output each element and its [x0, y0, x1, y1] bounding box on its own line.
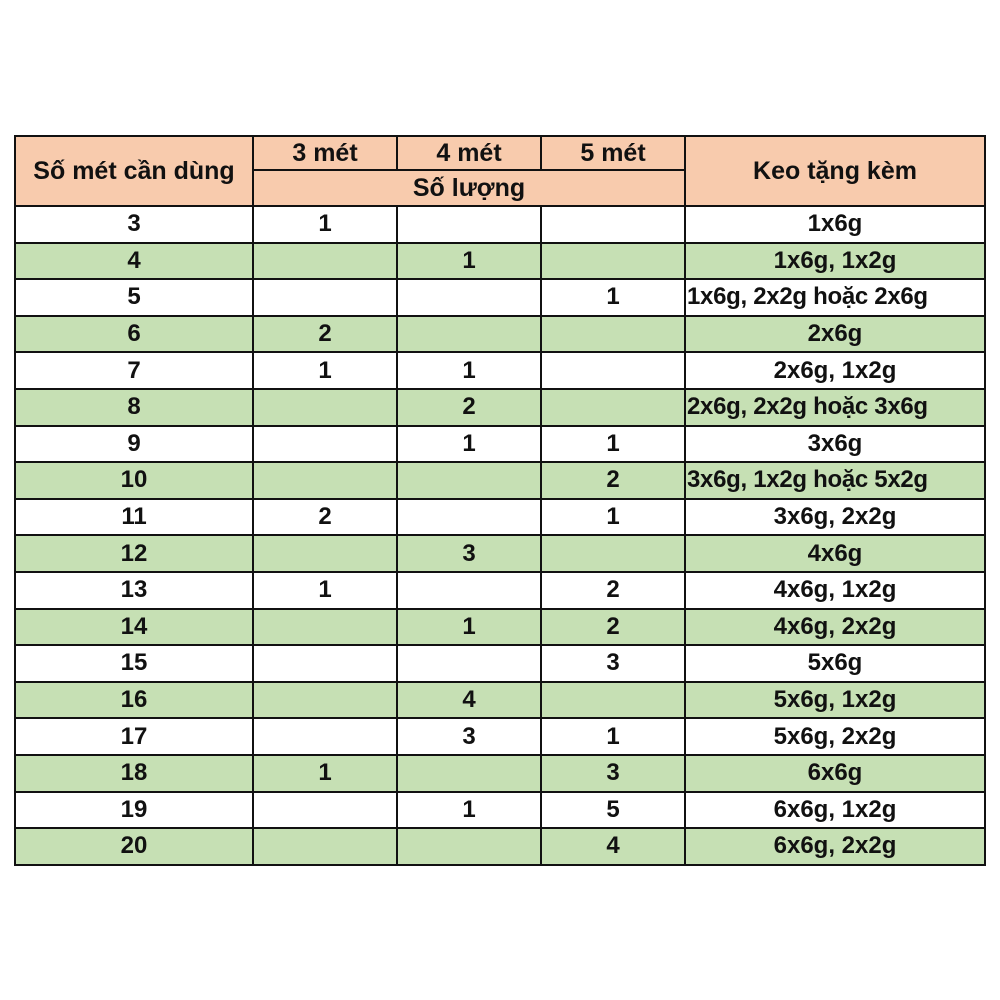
cell-qty-4m: 3 [397, 718, 541, 755]
cell-qty-4m [397, 499, 541, 536]
header-3m: 3 mét [253, 136, 397, 170]
cell-qty-5m: 5 [541, 792, 685, 829]
cell-qty-5m: 2 [541, 609, 685, 646]
cell-gift-glue: 6x6g [685, 755, 985, 792]
cell-qty-5m: 1 [541, 279, 685, 316]
table-row [15, 718, 985, 755]
header-quantity: Số lượng [253, 170, 685, 206]
cell-qty-4m [397, 462, 541, 499]
cell-gift-glue: 4x6g [685, 535, 985, 572]
cell-qty-5m [541, 535, 685, 572]
cell-qty-4m [397, 206, 541, 243]
cell-qty-3m: 2 [253, 499, 397, 536]
cell-gift-glue: 6x6g, 2x2g [685, 828, 985, 865]
table-row [15, 499, 985, 536]
cell-qty-4m: 3 [397, 535, 541, 572]
cell-gift-glue: 5x6g, 1x2g [685, 682, 985, 719]
header-4m: 4 mét [397, 136, 541, 170]
cell-qty-4m [397, 755, 541, 792]
cell-meters: 17 [15, 718, 253, 755]
cell-qty-5m [541, 352, 685, 389]
cell-qty-5m: 1 [541, 499, 685, 536]
cell-qty-5m: 3 [541, 755, 685, 792]
cell-qty-3m [253, 389, 397, 426]
cell-qty-5m [541, 389, 685, 426]
cell-meters: 20 [15, 828, 253, 865]
cell-qty-4m: 2 [397, 389, 541, 426]
cell-meters: 14 [15, 609, 253, 646]
table-row [15, 682, 985, 719]
cell-qty-3m [253, 535, 397, 572]
cell-qty-3m: 1 [253, 755, 397, 792]
table-row [15, 316, 985, 353]
cell-qty-3m [253, 718, 397, 755]
cell-qty-5m: 3 [541, 645, 685, 682]
cell-gift-glue: 4x6g, 2x2g [685, 609, 985, 646]
cell-qty-4m [397, 572, 541, 609]
cell-meters: 19 [15, 792, 253, 829]
cell-qty-3m: 2 [253, 316, 397, 353]
header-meters-needed: Số mét cần dùng [15, 136, 253, 206]
cell-meters: 4 [15, 243, 253, 280]
table-row [15, 462, 985, 499]
header-5m: 5 mét [541, 136, 685, 170]
cell-qty-4m: 1 [397, 792, 541, 829]
cell-qty-3m [253, 682, 397, 719]
table-row [15, 279, 985, 316]
table-row [15, 389, 985, 426]
data-table [14, 135, 986, 866]
cell-meters: 16 [15, 682, 253, 719]
cell-qty-3m [253, 792, 397, 829]
cell-gift-glue: 3x6g [685, 426, 985, 463]
cell-qty-3m [253, 243, 397, 280]
cell-qty-3m: 1 [253, 352, 397, 389]
cell-qty-4m [397, 645, 541, 682]
table-row [15, 426, 985, 463]
cell-meters: 13 [15, 572, 253, 609]
cell-qty-4m: 1 [397, 352, 541, 389]
cell-qty-4m [397, 316, 541, 353]
cell-qty-5m [541, 206, 685, 243]
cell-qty-3m [253, 645, 397, 682]
cell-qty-4m [397, 279, 541, 316]
table-row [15, 609, 985, 646]
table-row [15, 828, 985, 865]
cell-qty-5m: 2 [541, 462, 685, 499]
cell-meters: 8 [15, 389, 253, 426]
cell-meters: 15 [15, 645, 253, 682]
cell-qty-3m [253, 426, 397, 463]
cell-gift-glue: 2x6g, 1x2g [685, 352, 985, 389]
cell-gift-glue: 4x6g, 1x2g [685, 572, 985, 609]
cell-qty-4m: 1 [397, 609, 541, 646]
cell-meters: 9 [15, 426, 253, 463]
table-row [15, 206, 985, 243]
cell-qty-3m: 1 [253, 206, 397, 243]
table-row [15, 352, 985, 389]
cell-qty-4m: 1 [397, 243, 541, 280]
cell-qty-3m [253, 609, 397, 646]
cell-qty-3m: 1 [253, 572, 397, 609]
cell-meters: 11 [15, 499, 253, 536]
table-container [14, 135, 986, 866]
table-body [15, 206, 985, 865]
cell-qty-3m [253, 462, 397, 499]
cell-qty-5m: 1 [541, 426, 685, 463]
header-gift-glue: Keo tặng kèm [685, 136, 985, 206]
cell-qty-5m [541, 316, 685, 353]
cell-gift-glue: 3x6g, 2x2g [685, 499, 985, 536]
table-row [15, 792, 985, 829]
cell-meters: 18 [15, 755, 253, 792]
cell-qty-3m [253, 279, 397, 316]
cell-meters: 7 [15, 352, 253, 389]
cell-qty-4m: 4 [397, 682, 541, 719]
cell-gift-glue: 5x6g, 2x2g [685, 718, 985, 755]
cell-qty-5m: 2 [541, 572, 685, 609]
cell-gift-glue: 3x6g, 1x2g hoặc 5x2g [685, 462, 985, 499]
table-row [15, 243, 985, 280]
table-row [15, 572, 985, 609]
cell-gift-glue: 1x6g, 2x2g hoặc 2x6g [685, 279, 985, 316]
cell-gift-glue: 6x6g, 1x2g [685, 792, 985, 829]
table-row [15, 535, 985, 572]
cell-gift-glue: 1x6g [685, 206, 985, 243]
cell-meters: 12 [15, 535, 253, 572]
cell-meters: 3 [15, 206, 253, 243]
cell-gift-glue: 5x6g [685, 645, 985, 682]
cell-gift-glue: 1x6g, 1x2g [685, 243, 985, 280]
cell-meters: 10 [15, 462, 253, 499]
table-header [15, 136, 985, 206]
cell-gift-glue: 2x6g, 2x2g hoặc 3x6g [685, 389, 985, 426]
cell-qty-5m: 1 [541, 718, 685, 755]
cell-meters: 6 [15, 316, 253, 353]
cell-qty-5m [541, 682, 685, 719]
table-row [15, 755, 985, 792]
table-row [15, 645, 985, 682]
cell-qty-3m [253, 828, 397, 865]
cell-gift-glue: 2x6g [685, 316, 985, 353]
cell-qty-5m: 4 [541, 828, 685, 865]
cell-qty-5m [541, 243, 685, 280]
cell-qty-4m [397, 828, 541, 865]
cell-qty-4m: 1 [397, 426, 541, 463]
cell-meters: 5 [15, 279, 253, 316]
